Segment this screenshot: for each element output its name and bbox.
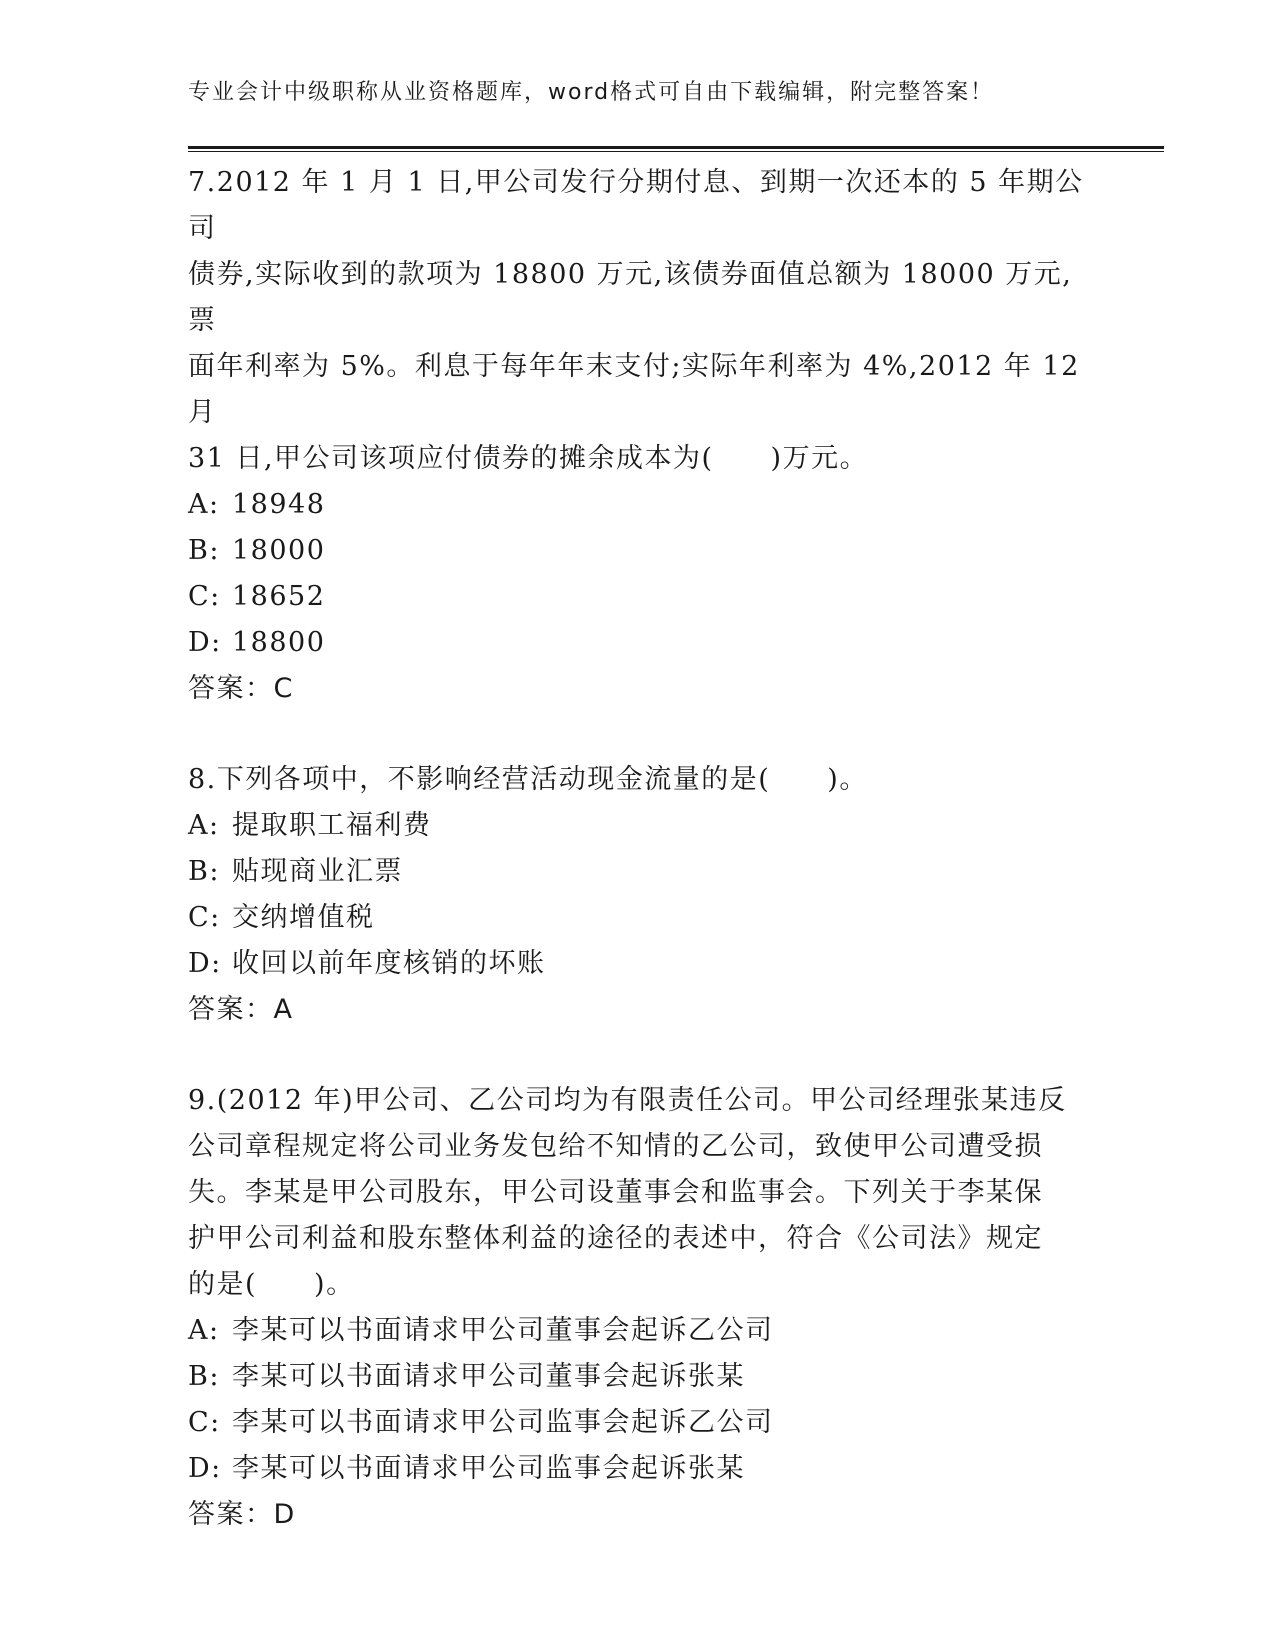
question-list: [188, 160, 1088, 1583]
option-key: D:: [188, 1453, 222, 1484]
option-text: 交纳增值税: [232, 902, 375, 933]
answer: 答案：C: [188, 673, 294, 704]
option-key: C:: [188, 581, 221, 612]
stem-line: 7.2012 年 1 月 1 日,甲公司发行分期付息、到期一次还本的 5 年期公司: [188, 167, 1084, 244]
option-key: A:: [188, 489, 220, 520]
option-key: C:: [188, 1407, 221, 1438]
option-d: [188, 941, 1088, 987]
question-7: [188, 160, 1088, 712]
stem-line: 失。李某是甲公司股东，甲公司设董事会和监事会。下列关于李某保: [188, 1177, 1043, 1208]
option-a: [188, 1308, 1088, 1354]
question-8: [188, 757, 1088, 1033]
header-rule-thick: [188, 146, 1164, 149]
option-c: [188, 1400, 1088, 1446]
option-c: [188, 574, 1088, 620]
option-key: B:: [188, 1361, 220, 1392]
stem-line: 31 日,甲公司该项应付债券的摊余成本为( )万元。: [188, 443, 869, 474]
option-text: 18948: [232, 489, 326, 520]
option-text: 李某可以书面请求甲公司董事会起诉乙公司: [232, 1315, 774, 1346]
option-c: [188, 895, 1088, 941]
option-text: 18000: [232, 535, 326, 566]
option-text: 李某可以书面请求甲公司监事会起诉乙公司: [232, 1407, 774, 1438]
stem-line: 债券,实际收到的款项为 18800 万元,该债券面值总额为 18000 万元,票: [188, 259, 1073, 336]
stem-line: 护甲公司利益和股东整体利益的途径的表述中，符合《公司法》规定: [188, 1223, 1043, 1254]
option-text: 18800: [232, 627, 326, 658]
option-text: 提取职工福利费: [232, 810, 432, 841]
option-a: [188, 482, 1088, 528]
header-rule-thin: [188, 151, 1164, 152]
option-text: 李某可以书面请求甲公司监事会起诉张某: [232, 1453, 745, 1484]
option-text: 贴现商业汇票: [232, 856, 403, 887]
answer: 答案：D: [188, 1499, 296, 1530]
option-d: [188, 620, 1088, 666]
stem-line: 面年利率为 5%。利息于每年年末支付;实际年利率为 4%,2012 年 12 月: [188, 351, 1080, 428]
question-9: [188, 1078, 1088, 1538]
option-key: D:: [188, 627, 222, 658]
stem-line: 8.下列各项中，不影响经营活动现金流量的是( )。: [188, 764, 868, 795]
option-a: [188, 803, 1088, 849]
option-key: A:: [188, 810, 220, 841]
option-b: [188, 1354, 1088, 1400]
option-text: 18652: [232, 581, 326, 612]
stem-line: 公司章程规定将公司业务发包给不知情的乙公司，致使甲公司遭受损: [188, 1131, 1043, 1162]
option-b: [188, 528, 1088, 574]
option-key: A:: [188, 1315, 220, 1346]
option-key: B:: [188, 535, 220, 566]
option-b: [188, 849, 1088, 895]
option-key: D:: [188, 948, 222, 979]
answer: 答案：A: [188, 994, 294, 1025]
page-header: 专业会计中级职称从业资格题库，word格式可自由下载编辑，附完整答案！: [188, 80, 995, 105]
option-text: 收回以前年度核销的坏账: [232, 948, 546, 979]
question-stem: [188, 1078, 1088, 1308]
question-stem: [188, 160, 1088, 482]
option-key: C:: [188, 902, 221, 933]
option-key: B:: [188, 856, 220, 887]
option-d: [188, 1446, 1088, 1492]
option-text: 李某可以书面请求甲公司董事会起诉张某: [232, 1361, 745, 1392]
question-stem: [188, 757, 1088, 803]
stem-line: 的是( )。: [188, 1269, 355, 1300]
stem-line: 9.(2012 年)甲公司、乙公司均为有限责任公司。甲公司经理张某违反: [188, 1085, 1067, 1116]
